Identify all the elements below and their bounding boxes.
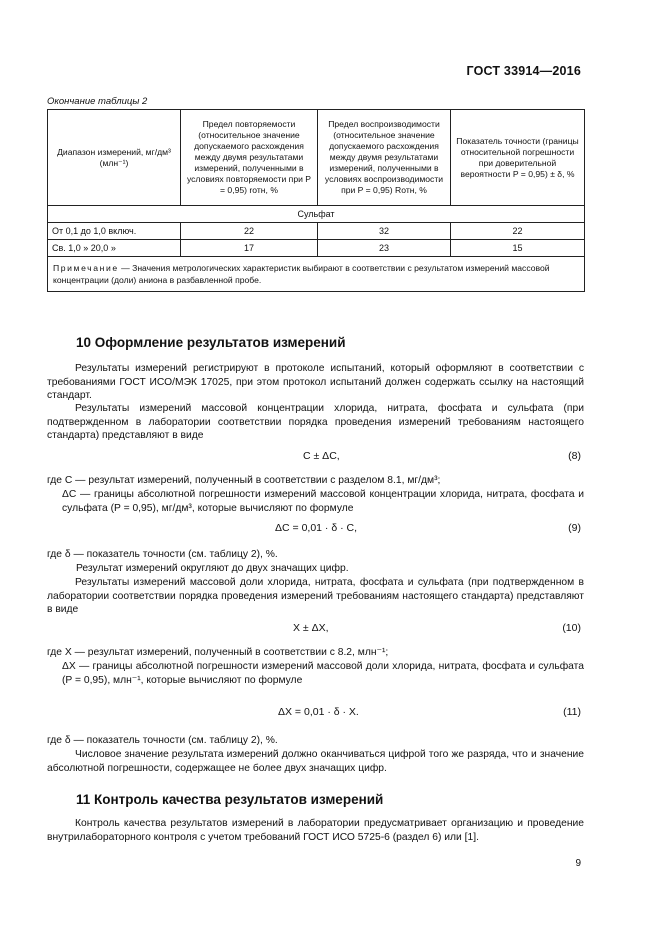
delta-x-definition: ΔX — границы абсолютной погрешности измерений массовой доли хлорида, нитрата, фосфата и сульфата (P = 0,95), млн⁻¹, которые вычисляют по формуле — [62, 661, 584, 686]
equation-10-number: (10) — [562, 622, 581, 634]
s10-paragraph-1: Результаты измерений регистрируют в протоколе испытаний, который оформляют в соответствии с требованиями ГОСТ ИСО/МЭК 17025, при этом протокол испытаний должен содержать ссылку на настоящий стандарт. — [47, 363, 584, 401]
section-10-title: 10 Оформление результатов измерений — [76, 335, 346, 350]
equation-11-number: (11) — [563, 706, 581, 718]
header-range: Диапазон измерений, мг/дм³ (млн⁻¹) — [48, 110, 181, 206]
table-header-row — [48, 110, 585, 206]
group-sulfate: Сульфат — [48, 206, 585, 223]
document-header: ГОСТ 33914—2016 — [466, 64, 581, 78]
equation-11: ΔX = 0,01 · δ · X. — [278, 706, 359, 718]
header-reproducibility: Предел воспроизводимости (относительное значение допускаемого расхождения между двумя результатами измерений, полученными в условиях воспроизводимости при P = 0,95) Rотн, % — [318, 110, 451, 206]
where-delta-2: где δ — показатель точности (см. таблицу 2), %. — [47, 735, 278, 746]
cell-delta: 15 — [451, 240, 585, 257]
equation-9-number: (9) — [568, 522, 581, 534]
where-x: где X — результат измерений, полученный в соответствии с 8.2, млн⁻¹; — [47, 647, 389, 658]
equation-10: X ± ΔX, — [293, 622, 329, 634]
cell-range: Св. 1,0 » 20,0 » — [48, 240, 181, 257]
section-11-title: 11 Контроль качества результатов измерений — [76, 792, 384, 807]
header-repeatability: Предел повторяемости (относительное значение допускаемого расхождения между двумя результатами измерений, полученными в условиях повторяемости при P = 0,95) rотн, % — [181, 110, 318, 206]
where-c: где C — результат измерений, полученный в соответствии с разделом 8.1, мг/дм³; — [47, 475, 441, 486]
table-caption: Окончание таблицы 2 — [47, 96, 148, 107]
delta-c-definition: ΔC — границы абсолютной погрешности измерений массовой концентрации хлорида, нитрата, фосфата и сульфата (P = 0,95), мг/дм³, которые вычисляют по формуле — [62, 489, 584, 514]
s11-paragraph-1: Контроль качества результатов измерений в лаборатории предусматривает организацию и проведение внутрилабораторного контроля с учетом требований ГОСТ ИСО 5725-6 (раздел 6) или [1]. — [47, 818, 584, 843]
metrology-table — [47, 109, 585, 292]
table-note-row — [48, 257, 585, 292]
equation-8: C ± ΔC, — [303, 450, 340, 462]
s10-paragraph-4: Числовое значение результата измерений должно оканчиваться цифрой того же разряда, что и значение абсолютной погрешности, содержащее не более двух значащих цифр. — [47, 749, 584, 774]
cell-delta: 22 — [451, 223, 585, 240]
s10-paragraph-3: Результаты измерений массовой доли хлорида, нитрата, фосфата и сульфата (при подтвержденном в лаборатории соответствии порядка проведения измерений требованиям настоящего стандарта) представляют в виде — [47, 577, 584, 615]
s10-paragraph-2: Результаты измерений массовой концентрации хлорида, нитрата, фосфата и сульфата (при подтвержденном в лаборатории соответствии порядка проведения измерений требованиям настоящего стандарта) представляют в виде — [47, 403, 584, 441]
cell-R: 23 — [318, 240, 451, 257]
page-number: 9 — [575, 858, 581, 869]
header-accuracy: Показатель точности (границы относительной погрешности при доверительной вероятности P = 0,95) ± δ, % — [451, 110, 585, 206]
equation-9: ΔC = 0,01 · δ · C, — [275, 522, 358, 534]
cell-R: 32 — [318, 223, 451, 240]
table-group-row — [48, 206, 585, 223]
equation-8-number: (8) — [568, 450, 581, 462]
cell-r: 17 — [181, 240, 318, 257]
table-note — [48, 257, 585, 292]
cell-r: 22 — [181, 223, 318, 240]
cell-range: От 0,1 до 1,0 включ. — [48, 223, 181, 240]
note-label: Примечание — [53, 263, 119, 273]
rounding-rule: Результат измерений округляют до двух значащих цифр. — [76, 563, 349, 574]
where-delta-1: где δ — показатель точности (см. таблицу 2), %. — [47, 549, 278, 560]
table-row — [48, 223, 585, 240]
table-row — [48, 240, 585, 257]
note-text: — Значения метрологических характеристик выбирают в соответствии с результатом измерений массовой концентрации (доли) аниона в разбавленной пробе. — [53, 263, 550, 285]
